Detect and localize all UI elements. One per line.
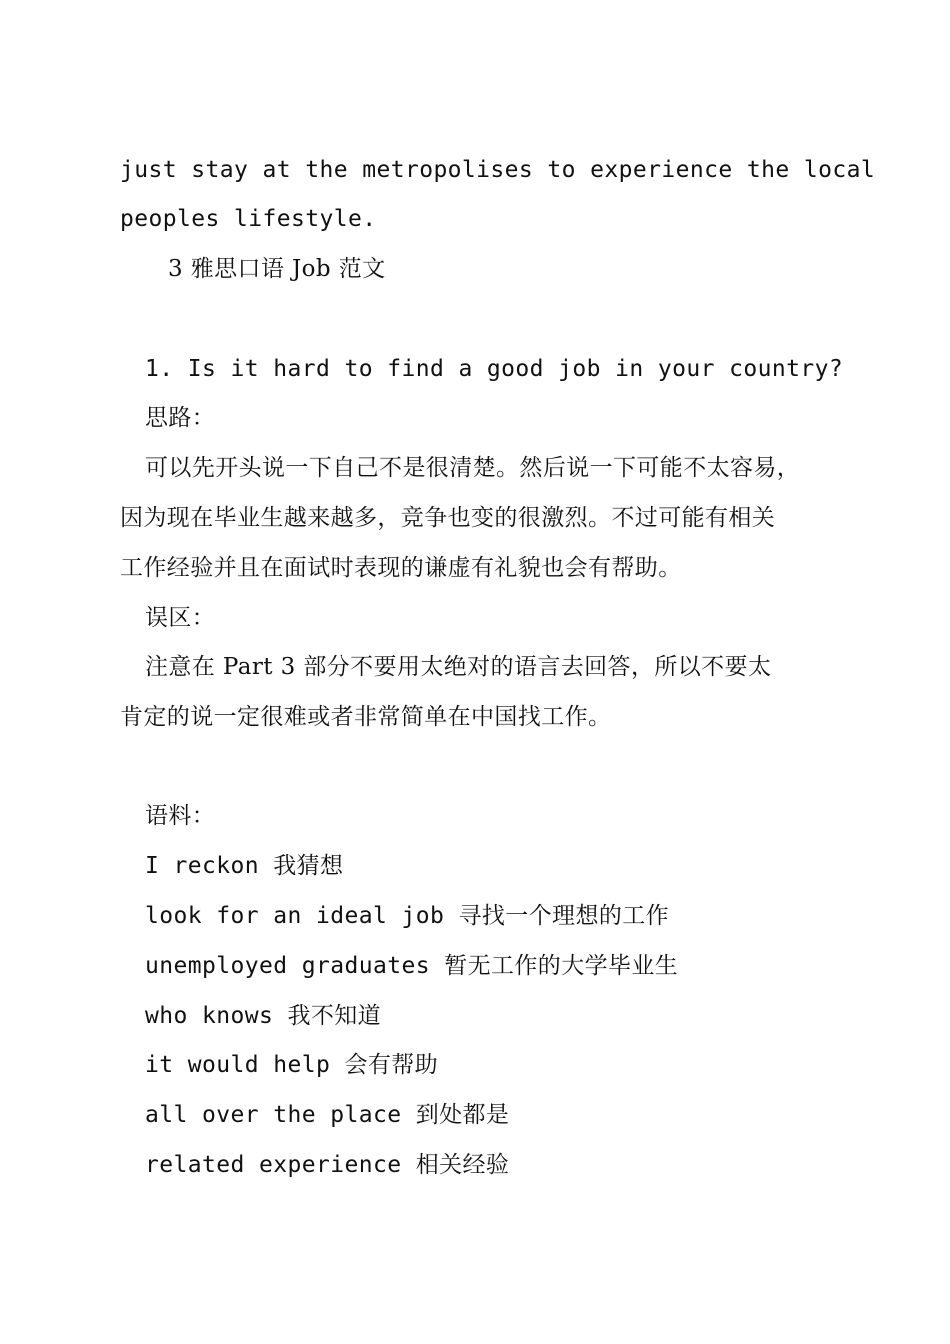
approach-line-1: 可以先开头说一下自己不是很清楚。然后说一下可能不太容易，	[145, 455, 801, 481]
vocab-item: related experience 相关经验	[145, 1152, 510, 1178]
vocab-item: unemployed graduates 暂无工作的大学毕业生	[145, 953, 679, 979]
approach-line-2: 因为现在毕业生越来越多，竞争也变的很激烈。不过可能有相关	[120, 505, 776, 531]
vocab-item: I reckon 我猜想	[145, 853, 344, 879]
approach-line-3: 工作经验并且在面试时表现的谦虚有礼貌也会有帮助。	[120, 555, 682, 581]
vocab-item: it would help 会有帮助	[145, 1052, 439, 1078]
question-text: 1. Is it hard to find a good job in your country?	[145, 356, 844, 382]
vocab-item: look for an ideal job 寻找一个理想的工作	[145, 903, 670, 929]
vocab-item: all over the place 到处都是	[145, 1102, 510, 1128]
intro-line-2: peoples lifestyle.	[120, 206, 377, 232]
vocab-item: who knows 我不知道	[145, 1003, 382, 1029]
mistakes-line-1: 注意在 Part 3 部分不要用太绝对的语言去回答，所以不要太	[145, 654, 772, 680]
vocab-label: 语料：	[145, 803, 216, 829]
mistakes-line-2: 肯定的说一定很难或者非常简单在中国找工作。	[120, 704, 612, 730]
mistakes-label: 误区：	[145, 605, 216, 631]
section-title: 3 雅思口语 Job 范文	[168, 256, 386, 282]
approach-label: 思路：	[145, 405, 216, 431]
intro-line-1: just stay at the metropolises to experience the local	[120, 157, 876, 183]
